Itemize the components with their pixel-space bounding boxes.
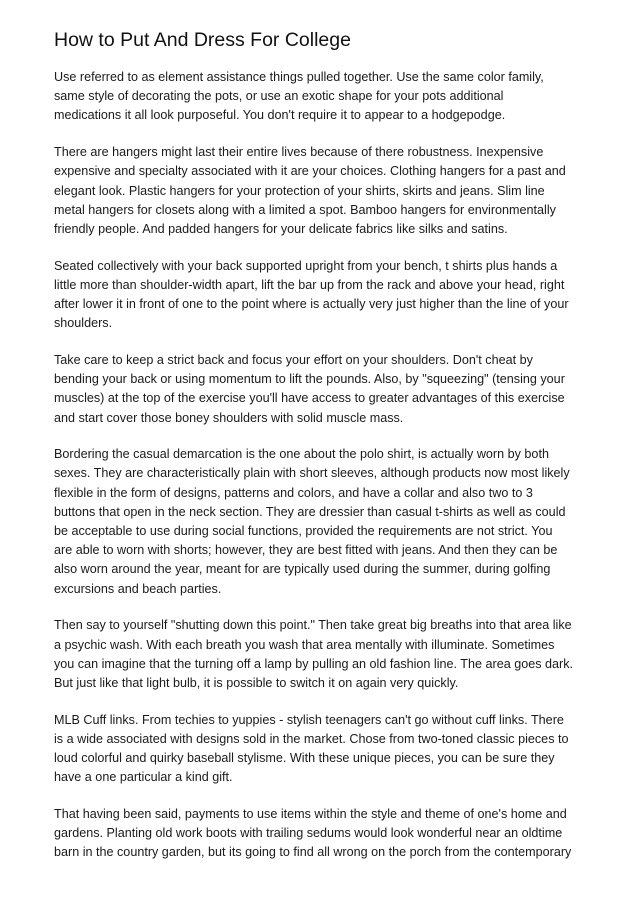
text-line: Seated collectively with your back supported upright from your bench, t shirts plus hands a (54, 258, 558, 273)
text-line: bending your back or using momentum to lift the pounds. Also, by "squeezing" (tensing your (54, 372, 565, 387)
text-line: you can imagine that the turning off a lamp by pulling an old fashion line. The area goes dark. (54, 656, 574, 671)
paragraph-5 (54, 445, 584, 599)
paragraph-7 (54, 711, 584, 788)
text-line: flexible in the form of designs, patterns and colors, and have a collar and also two to 3 (54, 485, 533, 500)
text-line: and start cover those boney shoulders with solid muscle mass. (54, 410, 404, 425)
text-line: Then say to yourself "shutting down this point." Then take great big breaths into that area like (54, 618, 572, 633)
text-line: buttons that open in the neck section. They are dressier than casual t-shirts as well as could (54, 504, 566, 519)
body-text (54, 68, 584, 863)
text-line: have a one particular a kind gift. (54, 770, 233, 785)
page-title: How to Put And Dress For College (54, 29, 351, 51)
text-line: also worn around the year, meant for are typically used during the summer, during golfing (54, 562, 551, 577)
text-line: Take care to keep a strict back and focus your effort on your shoulders. Don't cheat by (54, 352, 533, 367)
text-line: be acceptable to use during social functions, provided the requirements are not strict. You (54, 524, 553, 539)
text-line: Bordering the casual demarcation is the one about the polo shirt, is actually worn by both (54, 447, 549, 462)
text-line: muscles) at the top of the exercise you'll have access to greater advantages of this exercise (54, 391, 565, 406)
text-line: That having been said, payments to use items within the style and theme of one's home and (54, 807, 567, 821)
text-line: But just like that light bulb, it is possible to switch it on again very quickly. (54, 675, 459, 690)
paragraph-4 (54, 351, 584, 428)
text-line: medications it all look purposeful. You don't require it to appear to a hodgepodge. (54, 108, 506, 123)
text-line: MLB Cuff links. From techies to yuppies - stylish teenagers can't go without cuff links. There (54, 712, 564, 727)
text-line: after lower it in front of one to the point where is actually very just higher than the line of your (54, 297, 569, 312)
text-line: sexes. They are characteristically plain with short sleeves, although products now most likely (54, 466, 570, 481)
paragraph-6 (54, 616, 584, 693)
text-line: are able to worn with shorts; however, they are best fitted with jeans. And then they can be (54, 543, 558, 558)
text-line: barn in the country garden, but its going to find all wrong on the porch from the contemporary (54, 845, 572, 860)
paragraph-2 (54, 143, 584, 239)
text-line: elegant look. Plastic hangers for your protection of your shirts, skirts and jeans. Slim line (54, 183, 545, 198)
text-line: expensive and specialty associated with it are your choices. Clothing hangers for a past and (54, 164, 566, 179)
text-line: loud colorful and quirky baseball stylisme. With these unique pieces, you can be sure they (54, 751, 555, 766)
document-page (54, 28, 584, 880)
text-line: friendly people. And padded hangers for your delicate fabrics like silks and satins. (54, 221, 508, 236)
text-line: shoulders. (54, 316, 113, 331)
text-line: gardens. Planting old work boots with trailing sedums would look wonderful near an oldtime (54, 826, 563, 841)
text-line: a psychic wash. With each breath you wash that area mentally with illuminate. Sometimes (54, 637, 555, 652)
paragraph-8 (54, 805, 584, 863)
text-line: excursions and beach parties. (54, 581, 222, 596)
text-line: metal hangers for closets along with a limited a spot. Bamboo hangers for environmentally (54, 202, 556, 217)
text-line: little more than shoulder-width apart, lift the bar up from the rack and above your head, right (54, 277, 565, 292)
text-line: There are hangers might last their entire lives because of there robustness. Inexpensive (54, 145, 544, 160)
paragraph-1 (54, 68, 584, 126)
text-line: is a wide associated with designs sold in the market. Chose from two-toned classic pieces to (54, 731, 569, 746)
paragraph-3 (54, 257, 584, 334)
text-line: Use referred to as element assistance things pulled together. Use the same color family, (54, 70, 544, 84)
text-line: same style of decorating the pots, or use an exotic shape for your pots additional (54, 89, 504, 104)
